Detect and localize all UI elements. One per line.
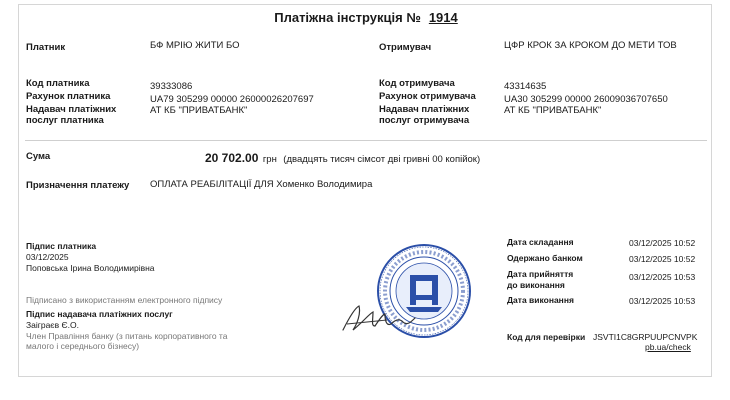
date-received-label: Одержано банком (507, 253, 583, 263)
recipient-provider: АТ КБ "ПРИВАТБАНК" (504, 105, 602, 116)
provider-signature-name: Заіграєв Є.О. (26, 320, 79, 330)
verification-code: JSVTI1C8GRPUUPCNVPK (593, 332, 698, 342)
verification-label: Код для перевірки (507, 332, 586, 342)
recipient-label: Отримувач (379, 42, 432, 53)
recipient-account: UA30 305299 00000 26009036707650 (504, 94, 668, 105)
sum-label: Сума (26, 151, 51, 162)
date-created-label: Дата складання (507, 237, 574, 247)
e-signature-note: Підписано з використанням електронного підпису (26, 295, 223, 305)
document-title (19, 10, 713, 25)
date-executed-label: Дата виконання (507, 295, 574, 305)
payer-account: UA79 305299 00000 26000026207697 (150, 94, 314, 105)
verification-link[interactable]: pb.ua/check (645, 342, 691, 352)
divider (25, 140, 707, 141)
sum-amount: 20 702.00 (205, 151, 259, 165)
sum-words: (двадцять тисяч сімсот дві гривні 00 копійок) (283, 154, 481, 165)
recipient-account-label: Рахунок отримувача (379, 91, 476, 102)
recipient-name: ЦФР КРОК ЗА КРОКОМ ДО МЕТИ ТОВ (504, 40, 677, 51)
recipient-code: 43314635 (504, 81, 547, 92)
date-executed-value: 03/12/2025 10:53 (629, 296, 696, 306)
payer-code-label: Код платника (26, 78, 90, 89)
date-received-value: 03/12/2025 10:52 (629, 254, 696, 264)
title-label: Платіжна інструкція № (274, 10, 421, 25)
sum-currency: грн (262, 154, 277, 165)
payer-signature-label: Підпис платника (26, 241, 97, 251)
purpose-label: Призначення платежу (26, 180, 130, 191)
purpose-text: ОПЛАТА РЕАБІЛІТАЦІЇ ДЛЯ Хоменко Володимира (150, 179, 373, 190)
date-accepted-label: Дата прийняття до виконання (507, 269, 574, 290)
sum-line (205, 149, 480, 167)
provider-signature-label: Підпис надавача платіжних послуг (26, 309, 173, 319)
payer-signature-name: Поповська Ірина Володимирівна (26, 263, 155, 273)
recipient-provider-label: Надавач платіжних послуг отримувача (379, 104, 470, 126)
date-accepted-value: 03/12/2025 10:53 (629, 272, 696, 282)
payer-signature-date: 03/12/2025 (26, 252, 69, 262)
recipient-code-label: Код отримувача (379, 78, 455, 89)
payer-account-label: Рахунок платника (26, 91, 111, 102)
payer-label: Платник (26, 42, 66, 53)
date-created-value: 03/12/2025 10:52 (629, 238, 696, 248)
payer-provider-label: Надавач платіжних послуг платника (26, 104, 117, 126)
payer-name: БФ МРІЮ ЖИТИ БО (150, 40, 240, 51)
payment-instruction (18, 4, 712, 377)
handwritten-signature (339, 300, 419, 336)
document-number: 1914 (428, 10, 458, 25)
payer-code: 39333086 (150, 81, 193, 92)
payer-provider: АТ КБ "ПРИВАТБАНК" (150, 105, 248, 116)
provider-signature-position: Член Правління банку (з питань корпоративного та малого і середнього бізнесу) (26, 331, 228, 351)
